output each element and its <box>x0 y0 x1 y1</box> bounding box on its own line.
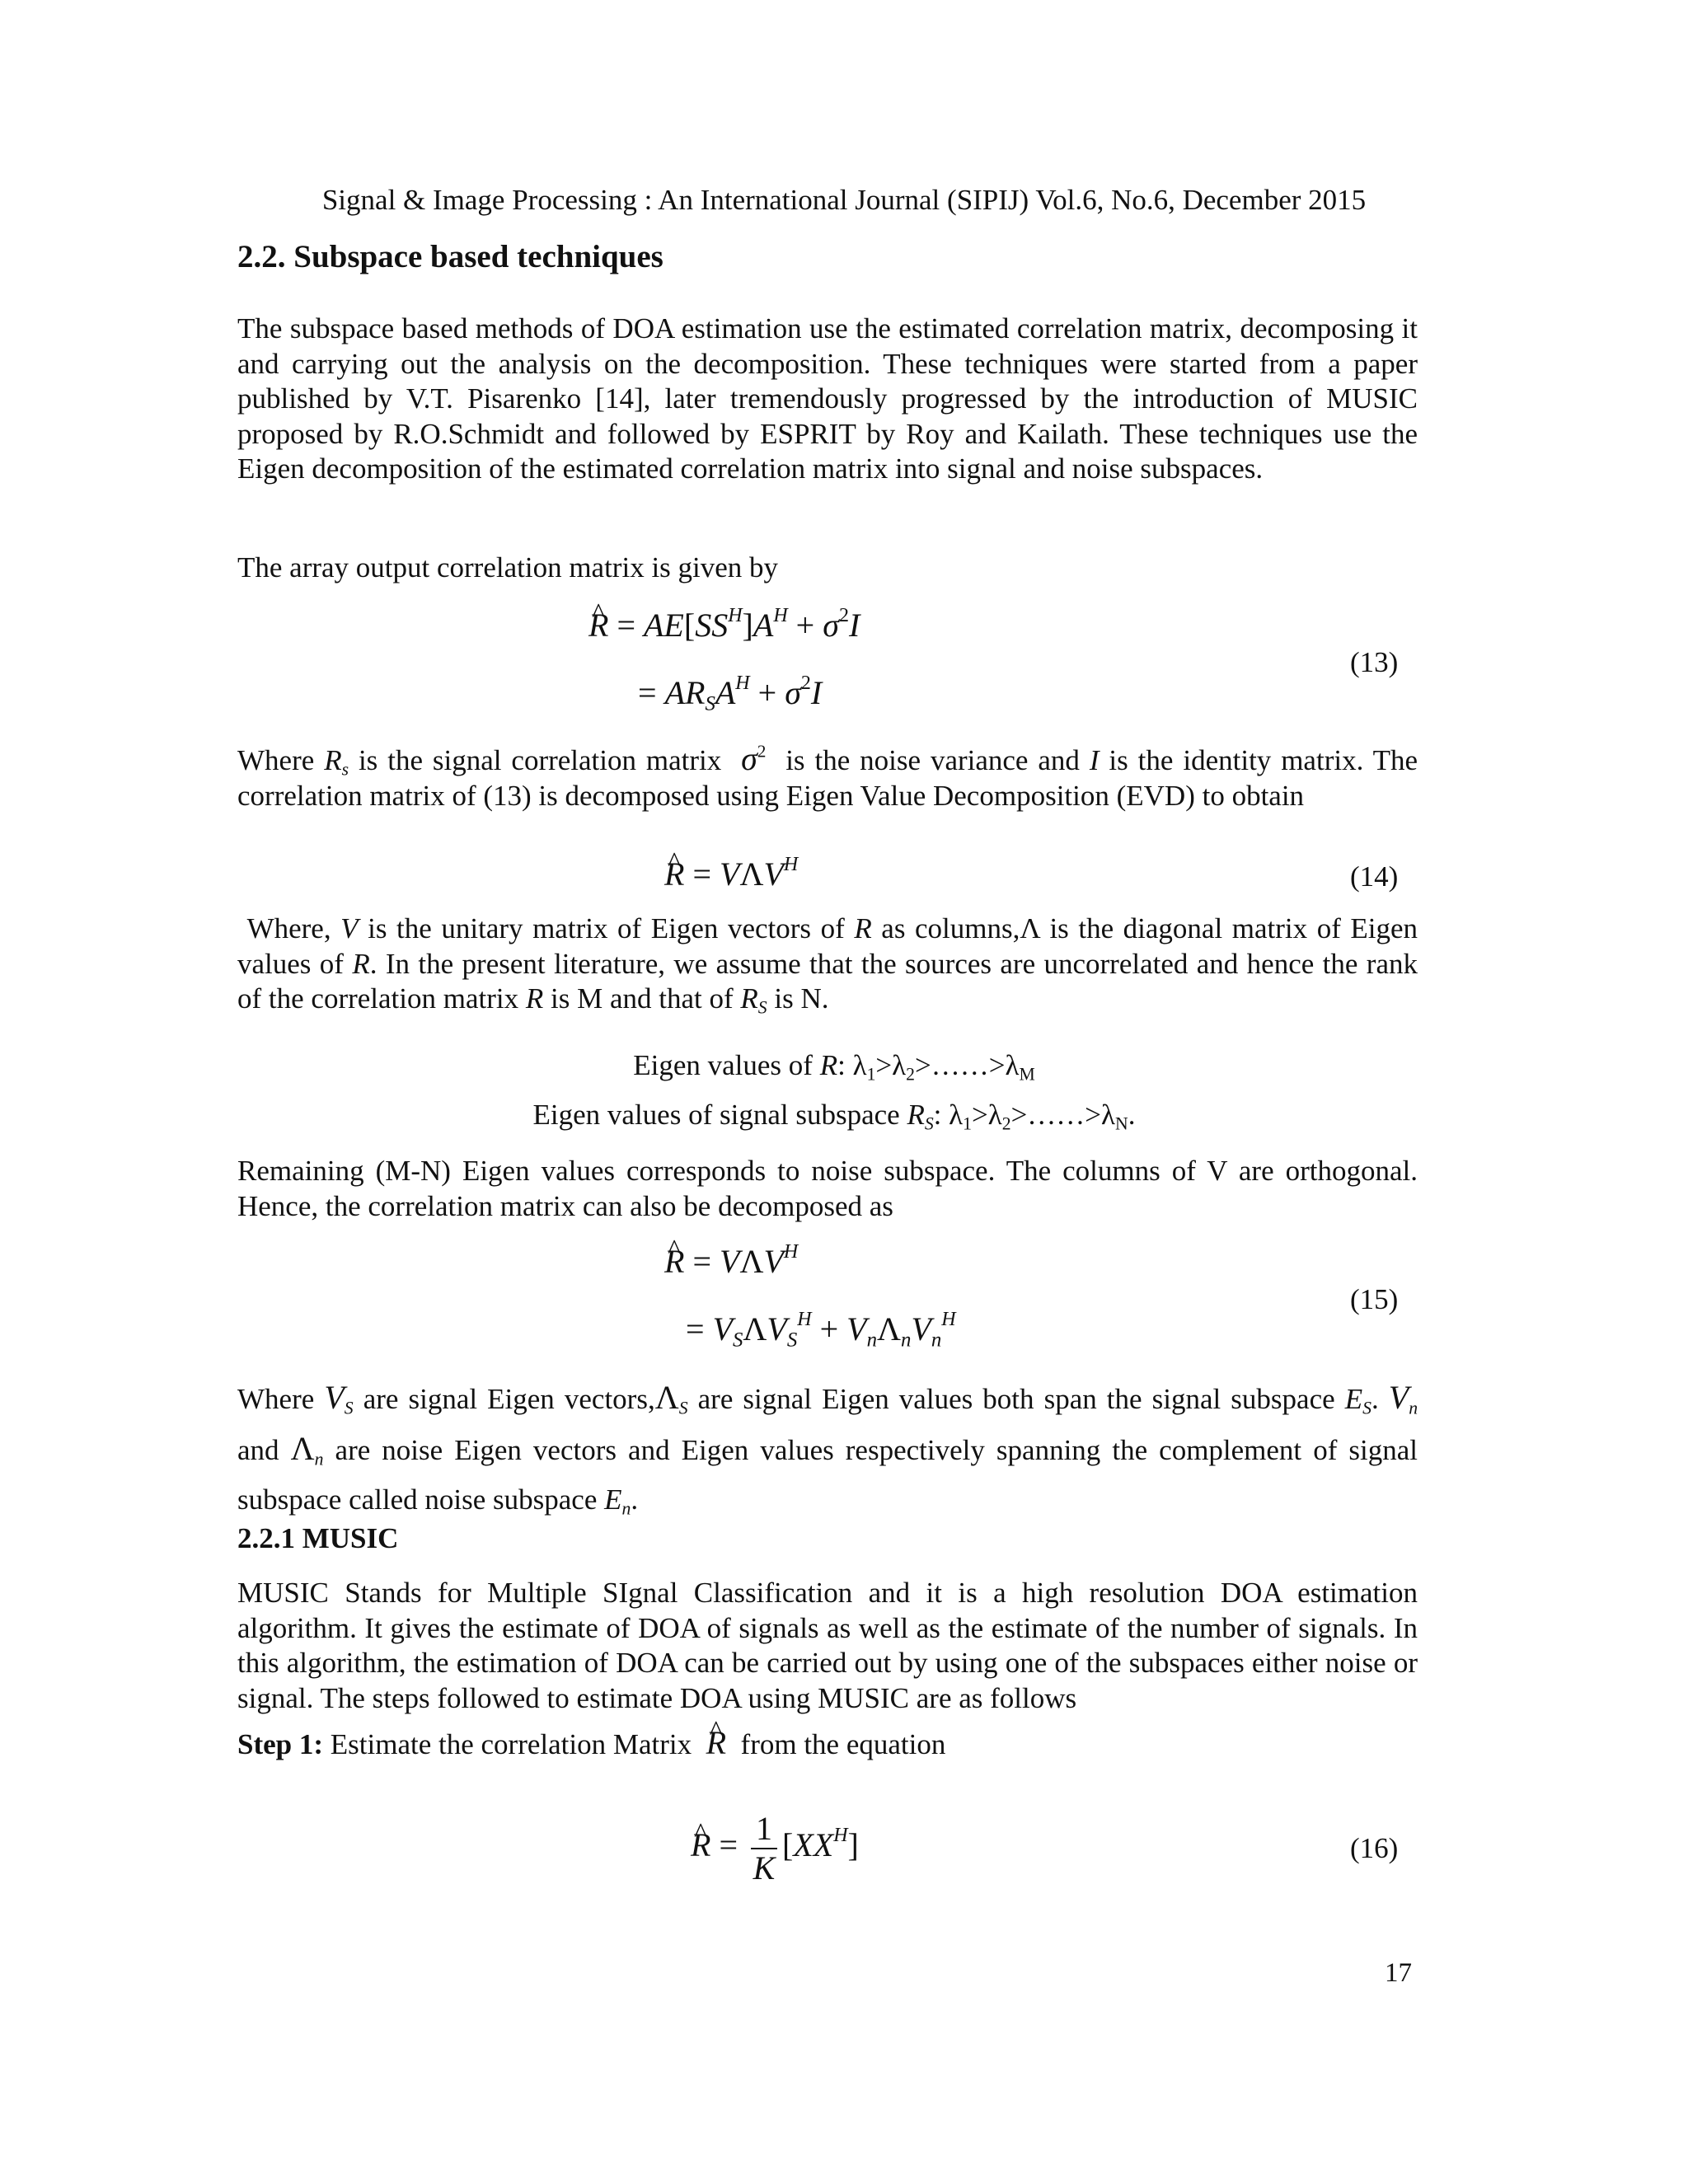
equation-number-15: (15) <box>1350 1283 1399 1315</box>
equation-number-16: (16) <box>1350 1832 1399 1864</box>
array-output-line: The array output correlation matrix is given by <box>237 551 779 583</box>
eigen-values-of-signal-subspace: Eigen values of signal subspace $R_S$: $\lambda_1>\lambda_2>\dots\dots>\lambda_N$. <box>532 1099 1136 1134</box>
step-1: Step 1: Estimate the correlation Matrix ^ R from the equation <box>237 1726 1418 1763</box>
where-v-paragraph: Where, V is the unitary matrix of Eigen vectors of R as columns,Λ is the diagonal matrix of Eigen values of R. In the present literature, we assume that the sources are uncorrelated and hence the rank of the correlation matrix R is M and that of $R_S$ is N. <box>237 912 1418 1018</box>
equation-number-13: (13) <box>1350 646 1399 678</box>
running-header: Signal & Image Processing : An International Journal (SIPIJ) Vol.6, No.6, December 2015 <box>321 184 1367 216</box>
equation-13-line-2: = $AR_SA^H + \sigma^2I$ <box>638 673 823 715</box>
equation-15-line-1: ^ $R = V\Lambda V^H$ <box>664 1243 798 1281</box>
where-vs-paragraph: Where $V_S$ are signal Eigen $vectors,\Lambda_S$ are signal Eigen values both span the signal subspace $E_S$. $V_n$ and $\Lambda_n$ are noise Eigen vectors and Eigen values respectively spanning the complement of signal subspace called noise subspace $E_n$. <box>237 1379 1418 1519</box>
subsection-title: 2.2.1 MUSIC <box>237 1522 399 1554</box>
music-paragraph: MUSIC Stands for Multiple SIgnal Classification and it is a high resolution DOA estimation algorithm. It gives the estimate of DOA of signals as well as the estimate of the number of signals. In this algorithm, the estimation of DOA can be carried out by using one of the subspaces either noise or signal. The steps followed to estimate DOA using MUSIC are as follows <box>237 1577 1418 1714</box>
fraction-1-over-k: $\frac{1}{K}$ <box>751 1810 777 1887</box>
where-rs-paragraph: Where $R_s$ is the signal correlation matrix $\sigma^2$ is the noise variance and I is the identity matrix. The correlation matrix of (13) is decomposed using Eigen Value Decomposition (EVD) to obtain <box>237 740 1418 812</box>
equation-14: ^ $R = V\Lambda V^H$ <box>664 855 798 893</box>
equation-16: ^ R = $\frac{1}{K}$ $[XX^H]$ <box>691 1810 859 1887</box>
equation-15-line-2: = $V_S\Lambda V_S^H + V_n\Lambda_nV_n^H$ <box>686 1309 956 1352</box>
eigen-values-of-r: Eigen values of R: $\lambda_1>\lambda_2>\dots\dots>\lambda_M$ <box>633 1049 1035 1085</box>
remaining-paragraph: Remaining (M-N) Eigen values corresponds to noise subspace. The columns of V are orthogonal. Hence, the correlation matrix can also be decomposed as <box>237 1155 1418 1222</box>
section-title: 2.2. Subspace based techniques <box>237 239 663 274</box>
intro-paragraph: The subspace based methods of DOA estimation use the estimated correlation matrix, decomposing it and carrying out the analysis on the decomposition. These techniques were started from a paper published by V.T. Pisarenko [14], later tremendously progressed by the introduction of MUSIC proposed by R.O.Schmidt and followed by ESPRIT by Roy and Kailath. These techniques use the Eigen decomposition of the estimated correlation matrix into signal and noise subspaces. <box>237 312 1418 485</box>
equation-13-line-1: ^ $R = AE[SS^H]A^H + \sigma^2I$ <box>588 607 860 644</box>
page-number: 17 <box>1385 1958 1412 1988</box>
equation-number-14: (14) <box>1350 860 1399 893</box>
